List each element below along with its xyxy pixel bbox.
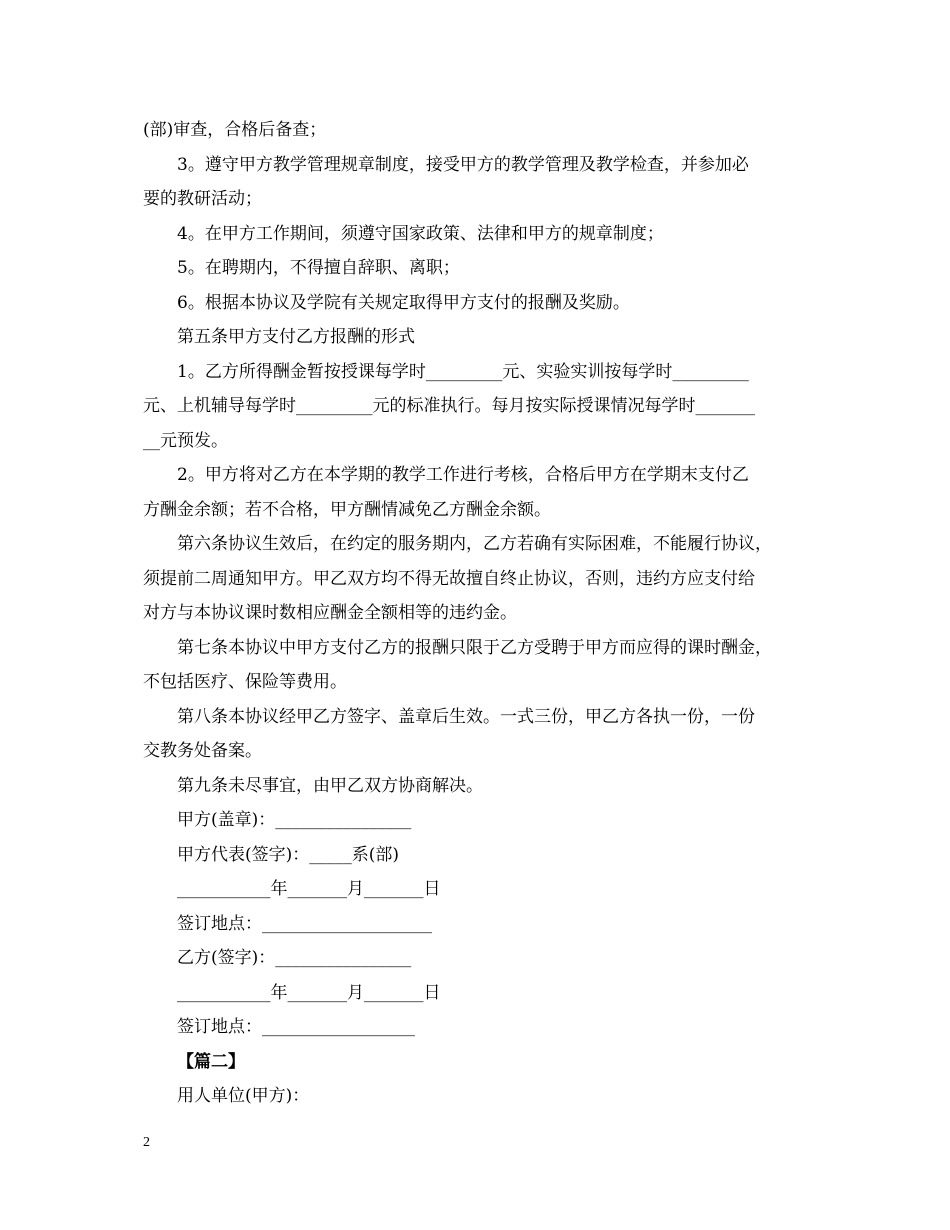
section-heading: 第五条甲方支付乙方报酬的形式: [177, 327, 415, 347]
date-field-party-a: ___________年_______月_______日: [177, 879, 441, 899]
document-body: [143, 113, 833, 1114]
date-field-party-b: ___________年_______月_______日: [177, 982, 441, 1003]
paragraph-line: 对方与本协议课时数相应酬金全额相等的违约金。: [143, 603, 517, 623]
paragraph-line: 元、上机辅导每学时_________元的标准执行。每月按实际授课情况每学时_______: [143, 396, 755, 416]
paragraph-line: 用人单位(甲方)：: [177, 1086, 310, 1106]
paragraph-line: 5。在聘期内，不得擅自辞职、离职；: [177, 258, 460, 278]
paragraph-line: 3。遵守甲方教学管理规章制度，接受甲方的教学管理及教学检查，并参加必: [177, 154, 749, 175]
signature-field-party-b: 乙方(签字)：________________: [177, 948, 412, 968]
signature-field-party-a-representative: 甲方代表(签字)：_____系(部): [177, 844, 400, 865]
paragraph-line: 第九条未尽事宜，由甲乙双方协商解决。: [177, 775, 483, 796]
paragraph-line: __元预发。: [143, 430, 228, 451]
paragraph-line: (部)审查，合格后备查；: [143, 120, 327, 140]
paragraph-line: 4。在甲方工作期间，须遵守国家政策、法律和甲方的规章制度；: [177, 223, 664, 244]
paragraph-line: 第六条协议生效后，在约定的服务期内，乙方若确有实际困难，不能履行协议，: [177, 534, 772, 554]
paragraph-line: 要的教研活动；: [143, 189, 262, 209]
part-heading: 【篇二】: [177, 1051, 245, 1072]
signature-field-party-a-seal: 甲方(盖章)：________________: [177, 810, 412, 830]
location-field-party-b: 签订地点：__________________: [177, 1017, 415, 1037]
paragraph-line: 不包括医疗、保险等费用。: [143, 672, 347, 692]
location-field-party-a: 签订地点：____________________: [177, 913, 432, 934]
paragraph-line: 6。根据本协议及学院有关规定取得甲方支付的报酬及奖励。: [177, 292, 630, 313]
paragraph-line: 第八条本协议经甲乙方签字、盖章后生效。一式三份，甲乙方各执一份，一份: [177, 706, 755, 727]
paragraph-line: 方酬金余额；若不合格，甲方酬情减免乙方酬金余额。: [143, 499, 551, 520]
paragraph-line: 须提前二周通知甲方。甲乙双方均不得无故擅自终止协议，否则，违约方应支付给: [143, 568, 755, 589]
paragraph-line: 第七条本协议中甲方支付乙方的报酬只限于乙方受聘于甲方而应得的课时酬金，: [177, 637, 772, 658]
paragraph-line: 交教务处备案。: [143, 741, 262, 761]
paragraph-line: 2。甲方将对乙方在本学期的教学工作进行考核，合格后甲方在学期末支付乙: [177, 465, 749, 485]
paragraph-line: 1。乙方所得酬金暂按授课每学时_________元、实验实训按每学时_________: [177, 361, 749, 382]
page-number: 2: [143, 1135, 150, 1150]
